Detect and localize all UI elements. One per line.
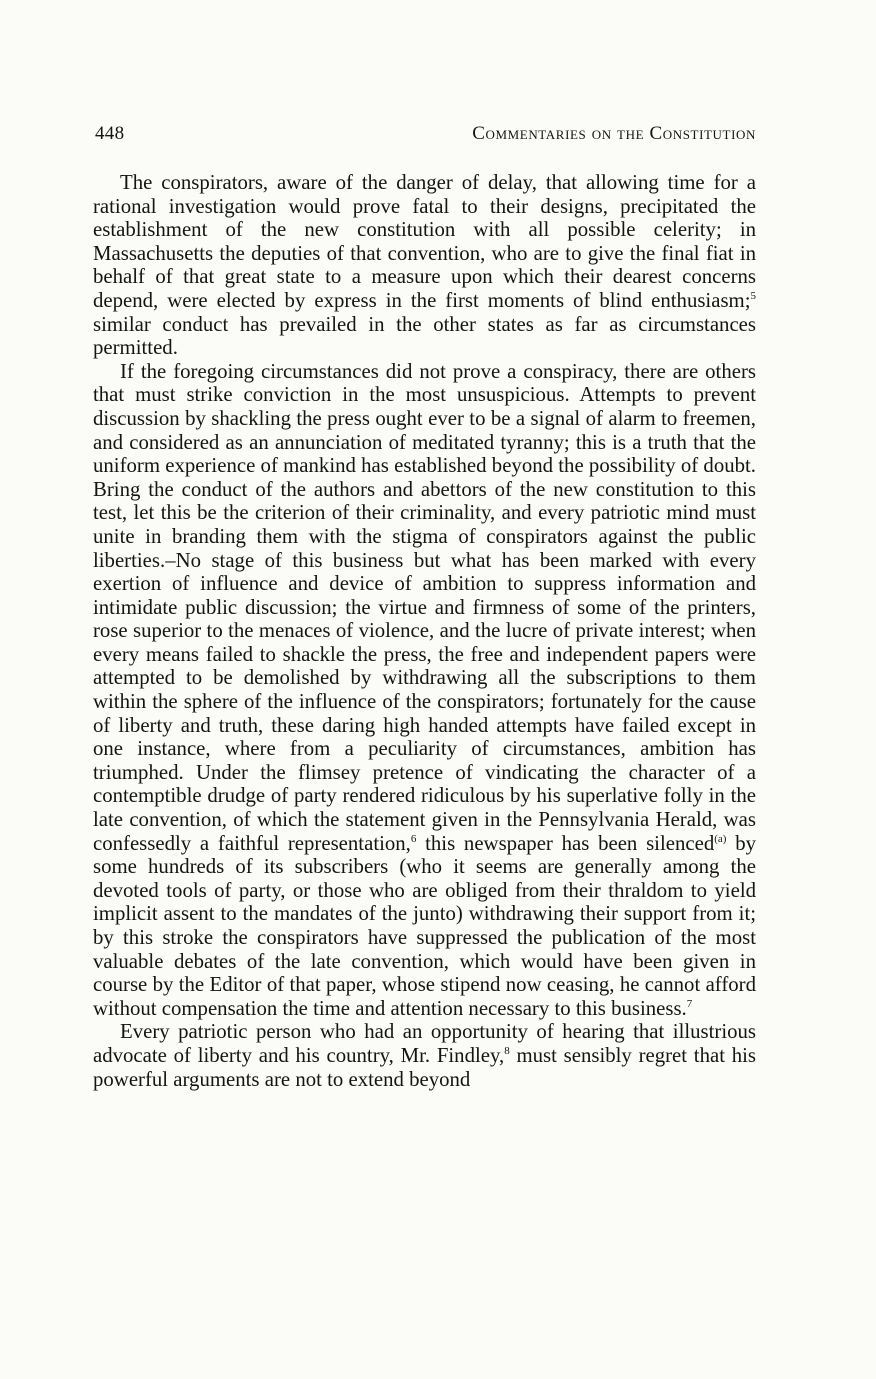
footnote-marker: 7 (686, 997, 693, 1010)
paragraph-3 (93, 1020, 756, 1091)
paragraph-text: The conspirators, aware of the danger of delay, that allowing time for a rational investigation would prove fatal to their designs, precipitated the establishment of the new constitution with all possible celerity; in Massachusetts the deputies of that convention, who are to give the final fiat in behalf of that great state to a measure upon which their dearest concerns depend, were elected by express in the first moments of blind enthusiasm; (93, 171, 756, 312)
paragraph-1 (93, 171, 756, 360)
page-header (93, 119, 756, 149)
paragraph-text: similar conduct has prevailed in the other states as far as circumstances permitted. (93, 312, 756, 360)
paragraph-text: this newspaper has been silenced (416, 831, 715, 855)
footnote-marker: 6 (410, 832, 417, 845)
paragraph-text: by some hundreds of its subscribers (who it seems are generally among the devoted tools of party, or those who are obliged from their thraldom to yield implicit assent to the mandates of the junto) withdrawing their support from it; by this stroke the conspirators have suppressed the publication of the most valuable debates of the late convention, which would have been given in course by the Editor of that paper, whose stipend now ceasing, he cannot afford without compensation the time and attention necessary to this business. (93, 831, 757, 1020)
footnote-marker: 5 (750, 289, 756, 302)
book-page (93, 119, 756, 1091)
paragraph-text: If the foregoing circumstances did not prove a conspiracy, there are others that must strike conviction in the most unsuspicious. Attempts to prevent discussion by shackling the press ought ever to be a signal of alarm to freemen, and considered as an annunciation of meditated tyranny; this is a truth that the uniform experience of mankind has established beyond the possibility of doubt. Bring the conduct of the authors and abettors of the new constitution to this test, let this be the criterion of their criminality, and every patriotic mind must unite in branding them with the stigma of conspirators against the public liberties.–No stage of this business but what has been marked with every exertion of influence and device of ambition to suppress information and intimidate public discussion; the virtue and firmness of some of the printers, rose superior to the menaces of violence, and the lucre of private interest; when every means failed to shackle the press, the free and independent papers were attempted to be demolished by withdrawing all the subscriptions to them within the sphere of the influence of the conspirators; fortunately for the cause of liberty and truth, these daring high handed attempts have failed except in one instance, where from a peculiarity of circumstances, ambition has triumphed. Under the flimsey pretence of vindicating the character of a contemptible drudge of party rendered ridiculous by his superlative folly in the late convention, of which the statement given in the Pennsylvania Herald, was confessedly a faithful representation, (93, 359, 756, 855)
paragraph-text: Every patriotic person who had an opportunity of hearing that illustrious advocate of liberty and his country, Mr. Findley, (93, 1020, 756, 1067)
page-number: 448 (95, 123, 125, 144)
running-head: Commentaries on the Constitution (472, 123, 756, 144)
paragraph-2 (93, 360, 756, 1021)
footnote-marker: (a) (714, 832, 727, 845)
body-text (93, 171, 756, 1091)
footnote-marker: 8 (504, 1044, 510, 1057)
paragraph-text: must sensibly regret that his powerful arguments are not to extend beyond (93, 1043, 756, 1091)
